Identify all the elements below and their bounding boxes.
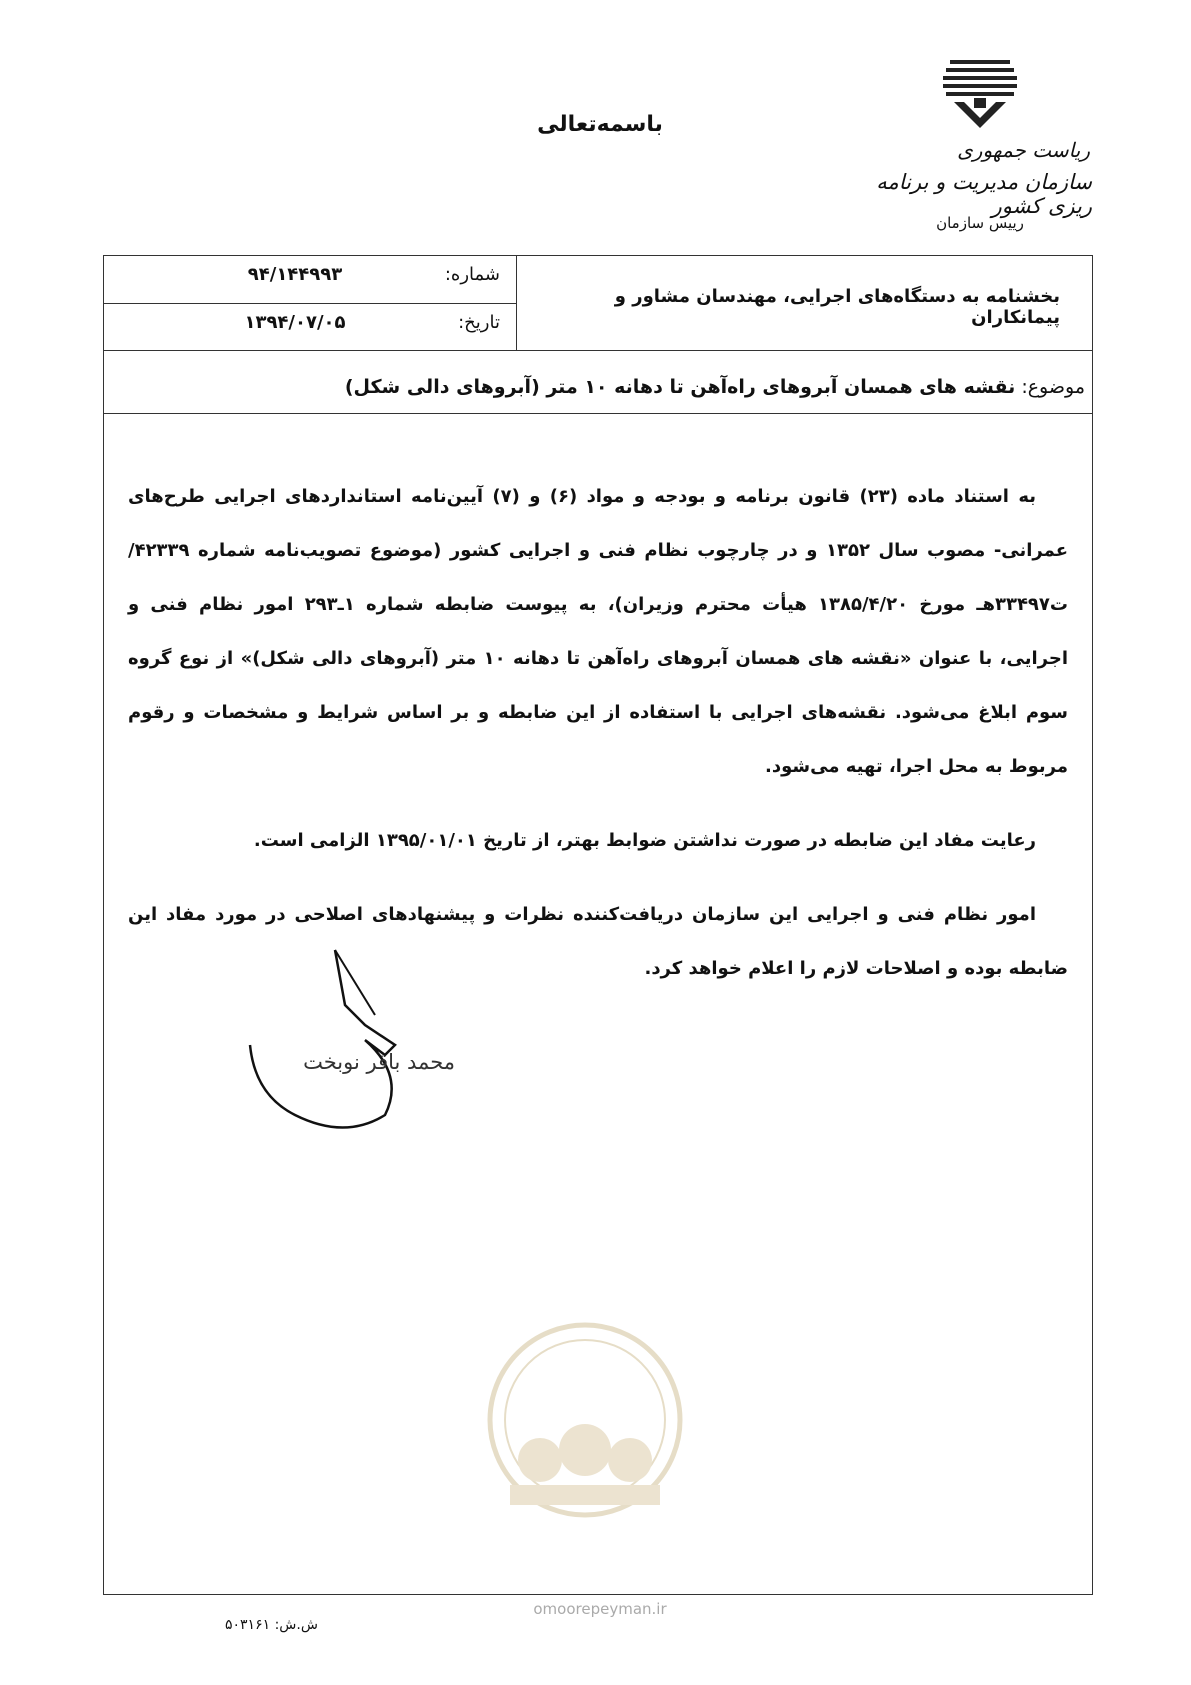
body-paragraph-1-title: نقشه های همسان آبروهای راه‌آهن تا دهانه ۱۰ متر (آبروهای دالی شکل) (252, 648, 900, 669)
meta-column-divider (516, 256, 517, 350)
org-line-head: رییس سازمان (936, 214, 1024, 232)
organization-stamp (480, 1320, 690, 1520)
header-divider (104, 350, 1092, 351)
date-label: تاریخ: (458, 312, 500, 333)
watermark-website: omoorepeyman.ir (533, 1600, 667, 1618)
emblem-logo-icon (940, 58, 1020, 133)
recipient-line: بخشنامه به دستگاه‌های اجرایی، مهندسان مشاور و پیمانکاران (614, 286, 1060, 328)
number-label: شماره: (444, 264, 500, 285)
handwritten-signature (235, 945, 435, 1135)
org-line-organization: سازمان مدیریت و برنامه ریزی کشور (876, 170, 1092, 218)
org-line-presidency: ریاست جمهوری (957, 138, 1090, 162)
body-paragraph-1-intro: به استناد ماده (۲۳) قانون برنامه و بودجه و مواد (۶) و (۷) آیین‌نامه استانداردهای اجرایی طرح‌های عمرانی- مصوب سال ۱۳۵۲ و در چارچوب نظام فنی و اجرایی کشور (موضوع تصویب‌نامه شماره ۴۲۳۳۹/ت۳۳۴۹۷هـ مورخ ۱۳۸۵/۴/۲۰ هیأت محترم وزیران)، به پیوست ضابطه شماره ۱ـ۲۹۳ امور نظام فنی و اجرایی، با عنوان « (128, 486, 1069, 669)
body-paragraph-3: امور نظام فنی و اجرایی این سازمان دریافت‌کننده نظرات و پیشنهادهای اصلاحی در مورد مفاد این ضابطه بوده و اصلاحات لازم را اعلام خواهد کرد. (128, 904, 1068, 979)
letter-body (128, 470, 1068, 996)
subject-line (110, 376, 1085, 398)
body-paragraph-1-rest: » از نوع گروه سوم ابلاغ می‌شود. نقشه‌های اجرایی با استفاده از این ضابطه و بر اساس شرایط و مشخصات و رقوم مربوط به محل اجرا، تهیه می‌شود. (128, 648, 1068, 777)
signer-name: محمد باقر نوبخت (303, 1050, 455, 1074)
body-paragraph-2: رعایت مفاد این ضابطه در صورت نداشتن ضوابط بهتر، از تاریخ ۱۳۹۵/۰۱/۰۱ الزامی است. (253, 830, 1036, 851)
footer-reference: ش.ش: ۵۰۳۱۶۱ (225, 1617, 318, 1633)
meta-row-divider (104, 303, 516, 304)
bismillah-heading: باسمه‌تعالی (537, 112, 663, 137)
subject-divider (104, 413, 1092, 414)
subject-text: نقشه های همسان آبروهای راه‌آهن تا دهانه ۱۰ متر (آبروهای دالی شکل) (344, 376, 1016, 398)
number-value: ۹۴/۱۴۴۹۹۳ (247, 264, 343, 285)
date-value: ۱۳۹۴/۰۷/۰۵ (244, 312, 346, 333)
subject-label: موضوع: (1021, 376, 1085, 398)
body-paragraph-1 (128, 470, 1068, 794)
